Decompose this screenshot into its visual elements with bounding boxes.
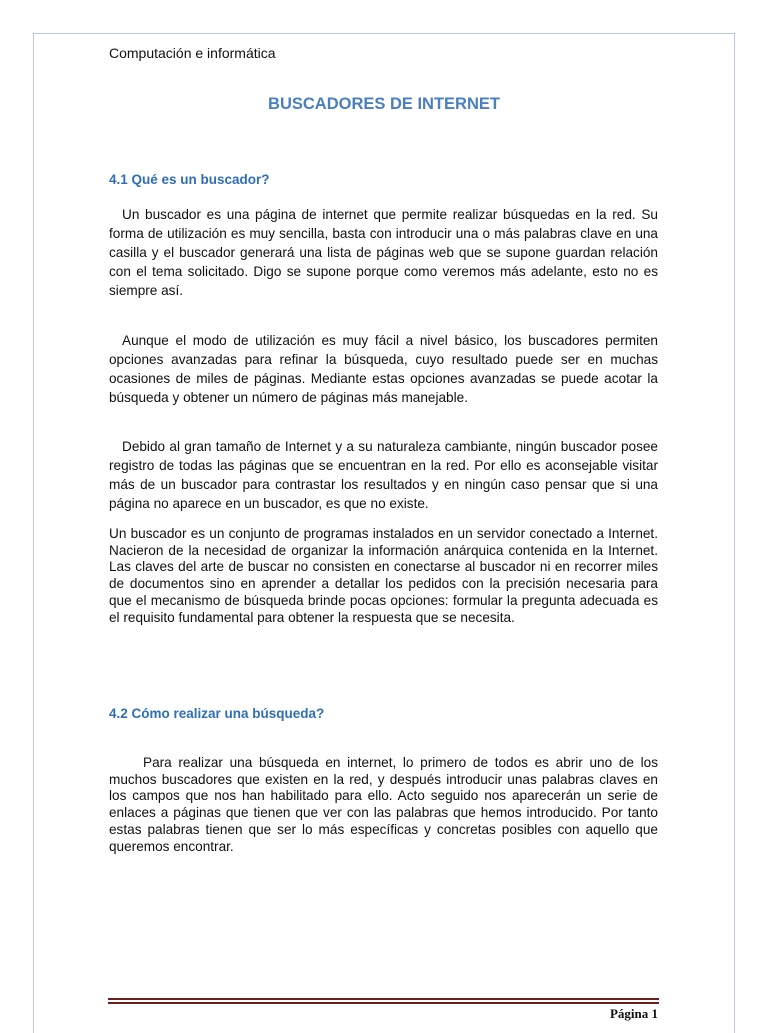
section-heading-4-2: 4.2 Cómo realizar una búsqueda? — [109, 706, 325, 721]
paragraph: Un buscador es un conjunto de programas instalados en un servidor conectado a Internet. Nacieron de la necesidad de organizar la información anárquica contenida en la Internet. Las claves del arte de buscar no consisten en conectarse al buscador ni en recorrer miles de documentos sino en aprender a detallar los pedidos con la precisión necesaria para que el mecanismo de búsqueda brinde pocas opciones: formular la pregunta adecuada es el requisito fundamental para obtener la respuesta que se necesita. — [109, 526, 658, 625]
page-number: Página 1 — [609, 1006, 658, 1021]
section-heading-4-1: 4.1 Qué es un buscador? — [109, 172, 270, 187]
paragraph: Aunque el modo de utilización es muy fácil a nivel básico, los buscadores permiten opciones avanzadas para refinar la búsqueda, cuyo resultado puede ser en muchas ocasiones de miles de páginas. Mediante estas opciones avanzadas se puede acotar la búsqueda y obtener un número de páginas más manejable. — [109, 333, 658, 405]
document-title: BUSCADORES DE INTERNET — [268, 95, 500, 113]
paragraph: Para realizar una búsqueda en internet, lo primero de todos es abrir uno de los muchos buscadores que existen en la red, y después introducir unas palabras claves en los campos que nos han habilitado para ello. Acto seguido nos aparecerán un serie de enlaces a páginas que tienen que ver con las palabras que hemos introducido. Por tanto estas palabras tienen que ser lo más específicas y concretas posibles con aquello que queremos encontrar. — [109, 755, 658, 854]
footer-rule — [108, 998, 659, 1004]
paragraph: Un buscador es una página de internet que permite realizar búsquedas en la red. Su forma de utilización es muy sencilla, basta con introducir una o más palabras clave en una casilla y el buscador generará una lista de páginas web que se supone guardan relación con el tema solicitado. Digo se supone porque como veremos más adelante, esto no es siempre así. — [109, 207, 658, 298]
paragraph: Debido al gran tamaño de Internet y a su naturaleza cambiante, ningún buscador posee registro de todas las páginas que se encuentran en la red. Por ello es aconsejable visitar más de un buscador para contrastar los resultados y en ningún caso pensar que si una página no aparece en un buscador, es que no existe. — [109, 439, 658, 511]
running-header: Computación e informática — [109, 45, 276, 61]
